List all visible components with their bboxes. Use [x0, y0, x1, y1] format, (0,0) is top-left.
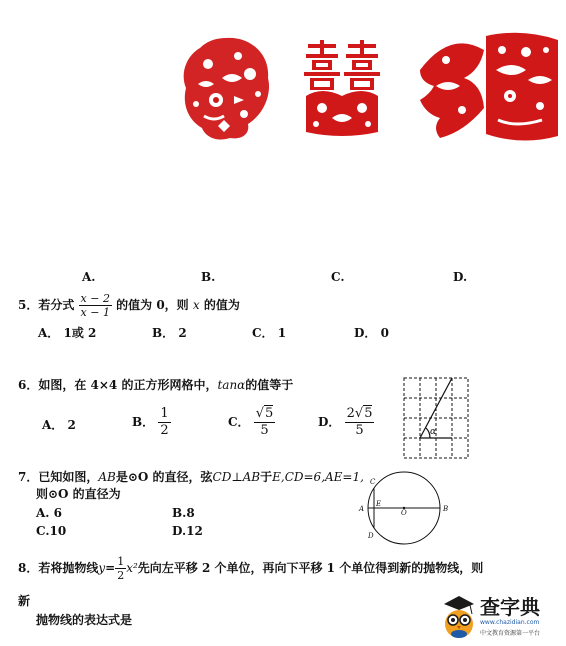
q7-option-d: D.12	[172, 524, 203, 538]
question-7: 7．已知如图，AB是⊙O 的直径，弦CD⊥AB于E,CD=6,AE=1,	[18, 470, 364, 484]
q6-option-b: B． $\frac{1}{2}$	[132, 406, 169, 438]
q6-grid-figure	[402, 376, 470, 462]
papercut-monkey-image	[178, 34, 276, 142]
q7-line2: 则⊙O 的直径为	[36, 487, 121, 501]
q7-circle-figure	[354, 466, 458, 550]
q7-label-e: E	[376, 500, 382, 508]
top-option-c: C.	[331, 270, 345, 284]
q7-option-a: A. 6	[36, 506, 63, 520]
q5-option-a: A． 1或 2	[38, 326, 97, 340]
watermark-tagline: 中文教育资源第一平台	[480, 630, 541, 637]
top-option-d: D.	[453, 270, 468, 284]
q6-option-c: C． $\frac{√5}{5}$	[228, 406, 274, 438]
watermark-url: www.chazidian.com	[480, 619, 540, 626]
q5-option-d: D． 0	[354, 326, 389, 340]
q7-label-a: A	[359, 505, 365, 513]
q6-option-d: D． $\frac{2√5}{5}$	[318, 406, 373, 438]
q8-line3: 抛物线的表达式是	[36, 613, 133, 627]
q7-label-o: O	[401, 509, 407, 517]
question-6: 6．如图，在 4×4 的正方形网格中，tanα的值等于	[18, 378, 294, 392]
q7-label-b: B	[443, 505, 449, 513]
top-option-b: B.	[201, 270, 216, 284]
q7-label-c: C	[370, 478, 376, 486]
watermark-title: 查字典	[480, 595, 540, 619]
papercut-double-happiness-image	[302, 40, 382, 136]
q6-alpha-label: α	[430, 427, 437, 437]
q8-line2: 新	[18, 594, 31, 608]
owl-mascot-icon	[440, 594, 478, 640]
q5-fraction: $\frac{x - 2}{x - 1}$	[80, 292, 110, 319]
q7-label-d: D	[368, 532, 374, 540]
q7-option-c: C.10	[36, 524, 67, 538]
question-8: 8．若将抛物线y= $\frac{1}{2}$ x²先向左平移 2 个单位，再向下平移 1 个单位得到新的抛物线，则	[18, 555, 484, 582]
top-option-a: A.	[82, 270, 96, 284]
q6-option-a: A． 2	[42, 418, 76, 432]
q8-fraction: $\frac{1}{2}$	[117, 555, 125, 582]
chazidian-watermark	[440, 594, 562, 644]
papercut-phoenix-image	[416, 30, 562, 142]
q7-option-b: B.8	[172, 506, 195, 520]
q5-option-c: C． 1	[252, 326, 287, 340]
q5-option-b: B． 2	[152, 326, 187, 340]
question-5: 5．若分式 $\frac{x - 2}{x - 1}$ 的值为 0，则 x 的值为	[18, 292, 240, 319]
